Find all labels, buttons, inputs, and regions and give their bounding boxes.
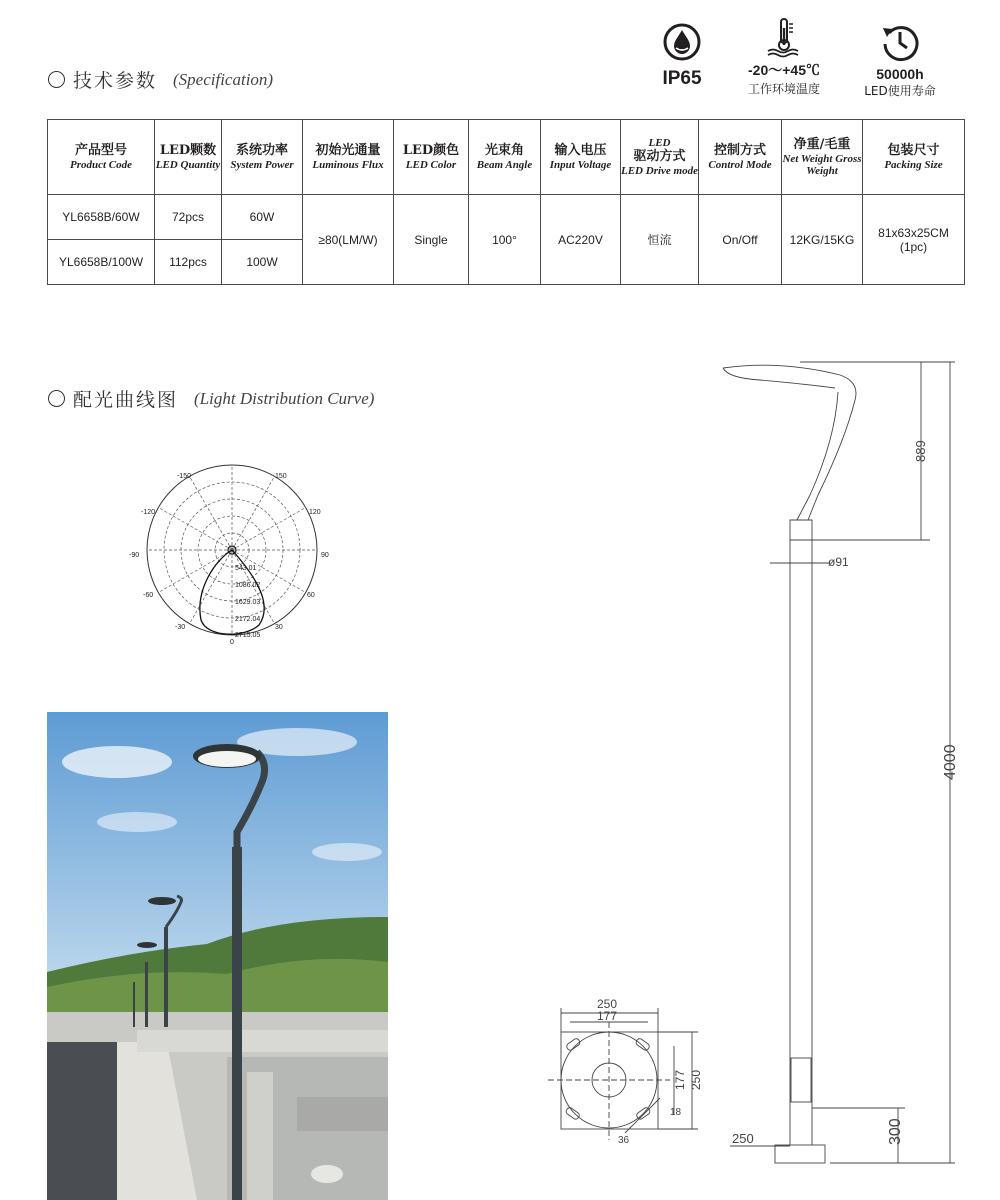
cell-drive-mode: 恒流 bbox=[621, 195, 699, 285]
circle-bullet-icon bbox=[48, 71, 65, 88]
angle-label: 150 bbox=[275, 473, 287, 480]
angle-label: 90 bbox=[321, 552, 329, 559]
lifetime-badge bbox=[852, 22, 948, 99]
ring-label: 543.01 bbox=[235, 565, 257, 572]
header-beam-angle: 光束角 Beam Angle bbox=[469, 120, 541, 195]
angle-label: -60 bbox=[143, 592, 154, 599]
cell-product-code: YL6658B/60W bbox=[48, 195, 155, 240]
ring-label: 1629.03 bbox=[235, 599, 261, 606]
polar-spoke bbox=[158, 508, 232, 551]
temperature-range: -20～+45℃ bbox=[748, 62, 820, 78]
header-luminous-flux: 初始光通量 Luminous Flux bbox=[303, 120, 394, 195]
polar-spoke bbox=[190, 476, 233, 550]
dim-arm-height: 889 bbox=[913, 440, 928, 462]
angle-label: -30 bbox=[175, 624, 186, 631]
ring-label: 1086.02 bbox=[235, 582, 261, 589]
plate-slot-size: 36 bbox=[618, 1135, 630, 1146]
header-packing-size: 包装尺寸 Packing Size bbox=[863, 120, 965, 195]
ring-label: 2715.05 bbox=[235, 632, 261, 639]
angle-label: 120 bbox=[309, 509, 321, 516]
ring-label: 2172.04 bbox=[235, 616, 261, 623]
polar-spoke bbox=[232, 476, 275, 550]
dim-pole-diameter: ø91 bbox=[828, 555, 849, 569]
dim-base-width: 250 bbox=[732, 1131, 754, 1146]
angle-label: -150 bbox=[177, 473, 192, 480]
header-system-power: 系统功率 System Power bbox=[222, 120, 303, 195]
cell-input-voltage: AC220V bbox=[541, 195, 621, 285]
plate-inner-width: 177 bbox=[597, 1009, 618, 1023]
street-lamp-photo bbox=[47, 712, 388, 1200]
angle-label: 0 bbox=[230, 639, 234, 646]
installation-photo bbox=[47, 712, 388, 1200]
dim-total-height: 4000 bbox=[942, 744, 959, 780]
thermometer-icon bbox=[764, 16, 804, 58]
circle-bullet-icon bbox=[48, 390, 65, 407]
packing-size-qty: (1pc) bbox=[899, 239, 928, 254]
water-drop-icon bbox=[662, 22, 702, 62]
spec-title-cn: 技术参数 bbox=[73, 70, 158, 92]
cell-product-code: YL6658B/100W bbox=[48, 240, 155, 285]
ip-rating-label: IP65 bbox=[662, 68, 702, 89]
angle-label: -90 bbox=[129, 552, 140, 559]
plate-inner-height: 177 bbox=[673, 1069, 687, 1090]
cell-led-quantity: 72pcs bbox=[155, 195, 222, 240]
temperature-caption: 工作环境温度 bbox=[747, 82, 820, 96]
plate-outer-width: 250 bbox=[597, 997, 618, 1011]
table-row bbox=[48, 195, 965, 240]
cell-beam-angle: 100° bbox=[469, 195, 541, 285]
angle-label: 30 bbox=[275, 624, 283, 631]
cell-control-mode: On/Off bbox=[699, 195, 782, 285]
header-drive-mode: LED 驱动方式 LED Drive mode bbox=[621, 120, 699, 195]
curve-title-en: (Light Distribution Curve) bbox=[194, 388, 375, 408]
header-weight: 净重/毛重 Net Weight Gross Weight bbox=[782, 120, 863, 195]
cell-led-color: Single bbox=[394, 195, 469, 285]
cell-led-quantity: 112pcs bbox=[155, 240, 222, 285]
spec-section-title bbox=[48, 66, 273, 93]
header-control-mode: 控制方式 Control Mode bbox=[699, 120, 782, 195]
polar-spoke bbox=[232, 508, 306, 551]
table-header-row bbox=[48, 120, 965, 195]
curve-title-cn: 配光曲线图 bbox=[73, 389, 179, 411]
plate-hole-size: 18 bbox=[670, 1107, 682, 1118]
lifetime-hours: 50000h bbox=[876, 66, 924, 82]
cell-packing-size bbox=[863, 195, 965, 285]
cell-system-power: 60W bbox=[222, 195, 303, 240]
header-product-code: 产品型号 Product Code bbox=[48, 120, 155, 195]
light-distribution-polar bbox=[125, 460, 335, 650]
cell-luminous-flux: ≥80(LM/W) bbox=[303, 195, 394, 285]
header-led-color: LED颜色 LED Color bbox=[394, 120, 469, 195]
curve-section-title bbox=[48, 385, 374, 412]
clock-history-icon bbox=[880, 22, 920, 62]
angle-label: -120 bbox=[141, 509, 156, 516]
header-input-voltage: 输入电压 Input Voltage bbox=[541, 120, 621, 195]
spec-title-en: (Specification) bbox=[173, 69, 274, 89]
polar-spoke bbox=[190, 550, 233, 624]
polar-spoke bbox=[158, 550, 232, 593]
lamp-dimension-drawing bbox=[540, 350, 990, 1170]
spec-table bbox=[47, 119, 965, 285]
ip-rating-badge bbox=[652, 22, 712, 90]
packing-size-dims: 81x63x25CM bbox=[878, 225, 949, 240]
cell-system-power: 100W bbox=[222, 240, 303, 285]
temperature-badge bbox=[736, 16, 832, 97]
dim-foot-height: 300 bbox=[887, 1118, 904, 1145]
angle-label: 60 bbox=[307, 592, 315, 599]
cell-weight: 12KG/15KG bbox=[782, 195, 863, 285]
header-led-quantity: LED颗数 LED Quantity bbox=[155, 120, 222, 195]
plate-outer-height: 250 bbox=[689, 1069, 703, 1090]
lifetime-caption: LED使用寿命 bbox=[864, 84, 936, 98]
